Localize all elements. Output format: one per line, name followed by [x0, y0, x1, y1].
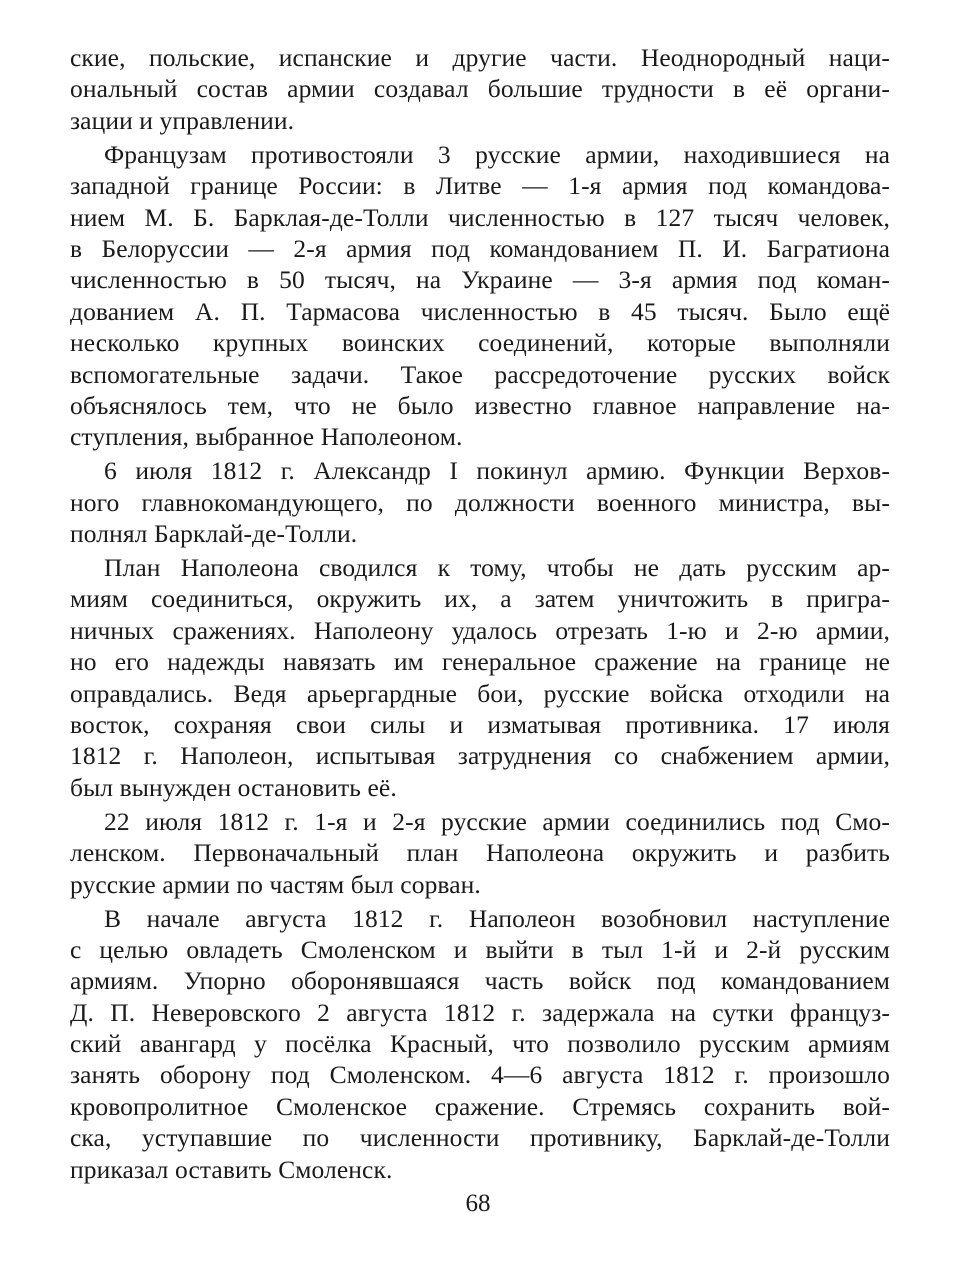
text-line: ские, польские, испанские и другие части. Неоднородный наци-: [70, 43, 890, 72]
text-line: с целью овладеть Смоленском и выйти в тыл 1-й и 2-й русским: [70, 934, 890, 964]
text-line: ский авангард у посёлка Красный, что позволило русским армиям: [70, 1029, 890, 1059]
text-line: оправдались. Ведя арьергардные бои, русские войска отходили на: [70, 678, 890, 708]
text-line: ступления, выбранное Наполеоном.: [70, 422, 463, 452]
paragraph-2: [70, 139, 890, 453]
text-line: русские армии по частям был сорван.: [70, 869, 481, 899]
text-line: миям соединиться, окружить их, а затем уничтожить в пригра-: [70, 584, 890, 614]
text-line: 22 июля 1812 г. 1-я и 2-я русские армии соединились под Смо-: [104, 806, 890, 836]
text-line: полнял Барклай-де-Толли.: [70, 519, 358, 549]
text-line: ничных сражениях. Наполеону удалось отрезать 1-ю и 2-ю армии,: [70, 615, 890, 645]
text-line: ленском. Первоначальный план Наполеона окружить и разбить: [70, 838, 890, 868]
text-line: нием М. Б. Барклая-де-Толли численностью в 127 тысяч человек,: [70, 202, 890, 232]
text-line: Д. П. Неверовского 2 августа 1812 г. задержала на сутки француз-: [70, 997, 890, 1027]
paragraph-5: [70, 806, 890, 900]
text-line: План Наполеона сводился к тому, чтобы не дать русским ар-: [104, 553, 890, 583]
page-body: [70, 42, 890, 1188]
text-line: В начале августа 1812 г. Наполеон возобновил наступление: [104, 903, 890, 933]
paragraph-1: [70, 42, 890, 136]
text-line: несколько крупных воинских соединений, которые выполняли: [70, 328, 890, 358]
text-line: был вынужден остановить её.: [70, 772, 397, 802]
text-line: приказал оставить Смоленск.: [70, 1154, 393, 1184]
text-line: зации и управлении.: [70, 105, 295, 135]
text-line: объяснялось тем, что не было известно главное направление на-: [70, 390, 890, 420]
text-line: Французам противостояли 3 русские армии, находившиеся на: [104, 139, 890, 169]
text-line: кровопролитное Смоленское сражение. Стремясь сохранить вой-: [70, 1091, 890, 1121]
text-line: численностью в 50 тысяч, на Украине — 3-я армия под коман-: [70, 265, 890, 295]
text-line: ного главнокомандующего, по должности военного министра, вы-: [70, 487, 890, 517]
text-line: занять оборону под Смоленском. 4—6 августа 1812 г. произошло: [70, 1060, 890, 1090]
text-line: восток, сохраняя свои силы и изматывая противника. 17 июля: [70, 709, 890, 739]
paragraph-4: [70, 552, 890, 803]
text-line: ональный состав армии создавал большие трудности в её органи-: [70, 74, 890, 104]
text-line: ска, уступавшие по численности противнику, Барклай-де-Толли: [70, 1123, 890, 1153]
paragraph-6: [70, 903, 890, 1186]
text-line: западной границе России: в Литве — 1-я армия под командова-: [70, 171, 890, 201]
text-line: 1812 г. Наполеон, испытывая затруднения со снабжением армии,: [70, 741, 890, 771]
text-line: но его надежды навязать им генеральное сражение на границе не: [70, 647, 890, 677]
text-line: 6 июля 1812 г. Александр I покинул армию. Функции Верхов-: [104, 456, 890, 486]
paragraph-3: [70, 455, 890, 549]
text-line: армиям. Упорно оборонявшаяся часть войск под командованием: [70, 966, 890, 996]
text-line: вспомогательные задачи. Такое рассредоточение русских войск: [70, 359, 890, 389]
page-number: 68: [465, 1190, 491, 1217]
text-line: в Белоруссии — 2-я армия под командованием П. И. Багратиона: [70, 233, 890, 263]
text-line: дованием А. П. Тармасова численностью в 45 тысяч. Было ещё: [70, 296, 890, 326]
